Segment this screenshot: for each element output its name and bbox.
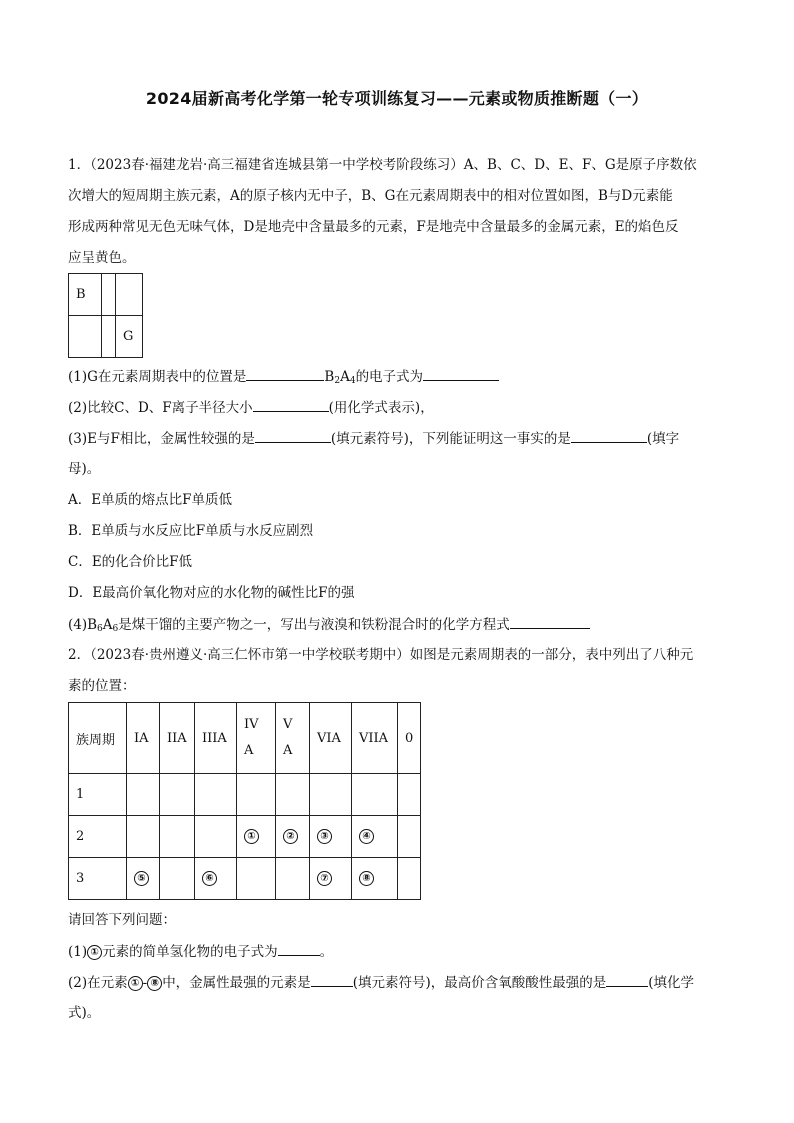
element-marker: ⑧ bbox=[147, 976, 162, 991]
q1-option-a: A．E单质的熔点比F单质低 bbox=[68, 492, 232, 508]
element-marker: ④ bbox=[359, 829, 374, 844]
answer-blank[interactable] bbox=[571, 428, 647, 443]
q1-option-c: C．E的化合价比F低 bbox=[68, 554, 193, 570]
table-cell bbox=[276, 774, 310, 816]
table-cell bbox=[160, 774, 195, 816]
q2-sub1: (1) ① 元素的简单氢化物的电子式为 。 bbox=[68, 941, 333, 962]
table-cell bbox=[276, 816, 310, 858]
q1-intro-line: 1．（2023春·福建龙岩·高三福建省连城县第一中学校考阶段练习）A、B、C、D、E、F、G是原子序数依 bbox=[68, 157, 697, 173]
table-cell bbox=[237, 816, 276, 858]
element-marker: ⑤ bbox=[134, 871, 149, 886]
table-cell: 2 bbox=[69, 816, 127, 858]
table-cell bbox=[160, 816, 195, 858]
element-marker: ① bbox=[244, 829, 259, 844]
table-cell: 3 bbox=[69, 858, 127, 900]
q1-intro-line: 形成两种常见无色无味气体，D是地壳中含量最多的元素，F是地壳中含量最多的金属元素，E的焰色反 bbox=[68, 219, 679, 235]
table-cell bbox=[310, 774, 352, 816]
page-title: 2024届新高考化学第一轮专项训练复习——元素或物质推断题（一） bbox=[145, 89, 649, 108]
grid-cell bbox=[102, 316, 116, 358]
q1-sub2: (2)比较C、D、F离子半径大小 (用化学式表示)， bbox=[68, 397, 434, 418]
table-cell bbox=[237, 858, 276, 900]
header-cell: 族周期 bbox=[69, 703, 127, 774]
q2-periodic-table bbox=[68, 702, 421, 900]
q2-sub2-cont: 式)。 bbox=[68, 1005, 101, 1021]
header-cell: 0 bbox=[398, 703, 421, 774]
header-cell: VIIA bbox=[352, 703, 398, 774]
element-marker: ⑥ bbox=[202, 871, 217, 886]
table-cell bbox=[127, 858, 160, 900]
element-marker: ② bbox=[283, 829, 298, 844]
q2-sub2: (2)在元素 ① - ⑧ 中，金属性最强的元素是 (填元素符号)，最高价含氧酸酸性最强的是 (填化学 bbox=[68, 972, 694, 993]
grid-cell bbox=[116, 274, 143, 316]
grid-cell bbox=[102, 274, 116, 316]
q2-intro-line: 素的位置： bbox=[68, 678, 136, 694]
table-cell bbox=[195, 816, 237, 858]
table-cell bbox=[195, 858, 237, 900]
table-cell bbox=[398, 816, 421, 858]
table-cell bbox=[127, 774, 160, 816]
table-cell bbox=[276, 858, 310, 900]
table-cell bbox=[195, 774, 237, 816]
q1-sub4: $(4)B_6A_6$是煤干馏的主要产物之一，写出与液溴和铁粉混合时的化学方程式 bbox=[68, 614, 590, 639]
q1-sub1: (1)G在元素周期表中的位置是 $B_2A_4$的电子式为 bbox=[68, 366, 499, 391]
q1-position-grid bbox=[68, 273, 143, 358]
q1-option-d: D．E最高价氧化物对应的水化物的碱性比F的强 bbox=[68, 585, 355, 601]
q2-prompt: 请回答下列问题： bbox=[68, 912, 176, 928]
element-marker: ⑦ bbox=[317, 871, 332, 886]
q1-sub3-cont: 母)。 bbox=[68, 461, 101, 477]
table-cell bbox=[237, 774, 276, 816]
grid-cell: G bbox=[116, 316, 143, 358]
header-cell: VIA bbox=[310, 703, 352, 774]
answer-blank[interactable] bbox=[423, 366, 499, 381]
header-cell: IV A bbox=[237, 703, 276, 774]
answer-blank[interactable] bbox=[255, 428, 331, 443]
header-cell: V A bbox=[276, 703, 310, 774]
header-cell: IIA bbox=[160, 703, 195, 774]
answer-blank[interactable] bbox=[510, 614, 590, 629]
table-cell bbox=[160, 858, 195, 900]
table-cell bbox=[352, 774, 398, 816]
q1-intro-line: 次增大的短周期主族元素，A的原子核内无中子，B、G在元素周期表中的相对位置如图，B与D元素能 bbox=[68, 188, 673, 204]
element-marker: ③ bbox=[317, 829, 332, 844]
table-cell bbox=[127, 816, 160, 858]
table-cell bbox=[352, 816, 398, 858]
element-marker: ① bbox=[87, 945, 102, 960]
table-cell bbox=[310, 858, 352, 900]
answer-blank[interactable] bbox=[278, 941, 320, 956]
grid-cell bbox=[69, 316, 102, 358]
element-marker: ① bbox=[128, 976, 143, 991]
table-cell: 1 bbox=[69, 774, 127, 816]
element-marker: ⑧ bbox=[359, 871, 374, 886]
table-cell bbox=[398, 858, 421, 900]
q2-intro-line: 2．（2023春·贵州遵义·高三仁怀市第一中学校联考期中）如图是元素周期表的一部分，表中列出了八种元 bbox=[68, 647, 694, 663]
table-cell bbox=[310, 816, 352, 858]
answer-blank[interactable] bbox=[311, 972, 353, 987]
grid-cell: B bbox=[69, 274, 102, 316]
q1-sub3: (3)E与F相比，金属性较强的是 (填元素符号)，下列能证明这一事实的是 (填字 bbox=[68, 428, 679, 449]
table-cell bbox=[352, 858, 398, 900]
q1-option-b: B．E单质与水反应比F单质与水反应剧烈 bbox=[68, 523, 314, 539]
table-cell bbox=[398, 774, 421, 816]
header-cell: IIIA bbox=[195, 703, 237, 774]
answer-blank[interactable] bbox=[606, 972, 648, 987]
answer-blank[interactable] bbox=[253, 397, 329, 412]
header-cell: IA bbox=[127, 703, 160, 774]
answer-blank[interactable] bbox=[246, 366, 324, 381]
q1-intro-line: 应呈黄色。 bbox=[68, 250, 136, 266]
